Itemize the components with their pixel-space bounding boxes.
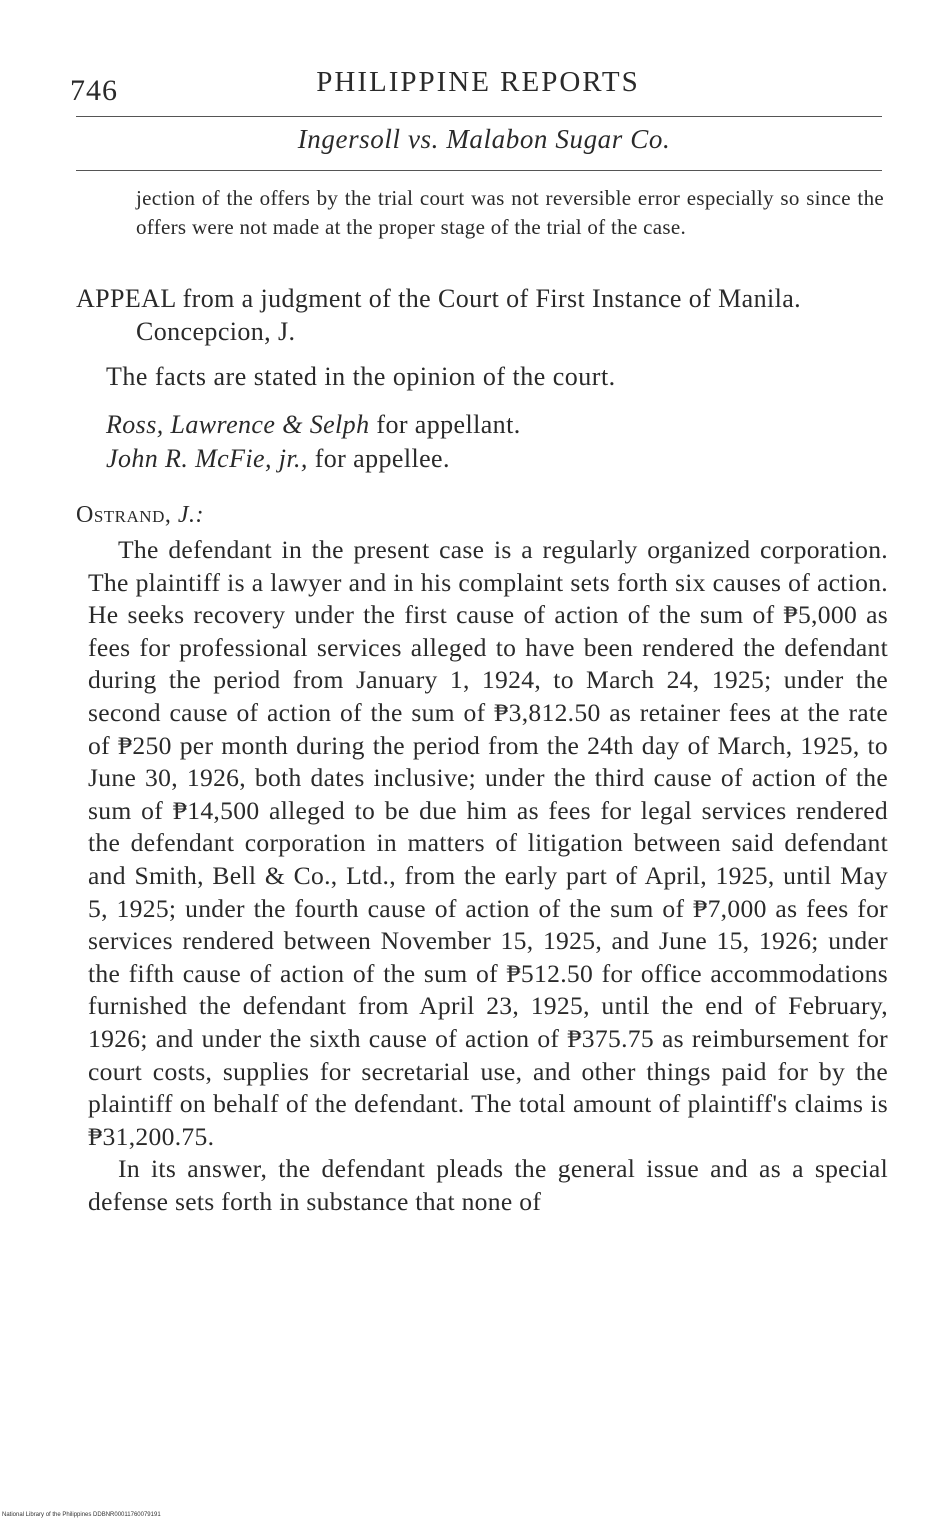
facts-statement: The facts are stated in the opinion of the court. xyxy=(106,362,616,391)
appeal-line: APPEAL from a judgment of the Court of First Instance of Manila. Concepcion, J. xyxy=(76,284,802,346)
page-number: 746 xyxy=(70,74,118,107)
library-stamp: National Library of the Philippines DDBNR00011760079191 xyxy=(2,1512,161,1518)
counsel-appellant-role: for appellant. xyxy=(369,410,521,439)
counsel-appellant-name: Ross, Lawrence & Selph xyxy=(106,410,370,439)
counsel-appellant xyxy=(106,410,521,440)
counsel-appellee-name: John R. McFie, jr., xyxy=(106,444,308,473)
opinion-paragraph-1: The defendant in the present case is a regularly organized corporation. The plaintiff is a lawyer and in his complaint sets forth six causes of action. He seeks recovery under the first cause of action of the sum of ₱5,000 as fees for professional services alleged to have been rendered the defendant during the period from January 1, 1924, to March 24, 1925; under the second cause of action of the sum of ₱3,812.50 as retainer fees at the rate of ₱250 per month during the period from the 24th day of March, 1925, to June 30, 1926, both dates inclusive; under the third cause of action of the sum of ₱14,500 alleged to be due him as fees for legal services rendered the defendant corporation in matters of litigation between said defendant and Smith, Bell & Co., Ltd., from the early part of April, 1925, until May 5, 1925; under the fourth cause of action of the sum of ₱7,000 as fees for services rendered between November 15, 1925, and June 15, 1926; under the fifth cause of action of the sum of ₱512.50 for office accommodations furnished the defendant from April 23, 1925, until the end of February, 1926; and under the sixth cause of action of ₱375.75 as reimbursement for court costs, supplies for secretarial use, and other things paid for by the plaintiff on behalf of the defendant. The total amount of plaintiff's claims is ₱31,200.75. xyxy=(88,535,888,1151)
syllabus-fragment: jection of the offers by the trial court was not reversible error especially so since the offers were not made at the proper stage of the trial of the case. xyxy=(136,186,884,239)
opinion-author xyxy=(76,502,204,529)
justice-title: J.: xyxy=(177,502,204,528)
opinion-paragraph-2: In its answer, the defendant pleads the general issue and as a special defense sets forth in substance that none of xyxy=(88,1154,888,1216)
header-rule-bottom xyxy=(76,170,882,171)
header-rule-top xyxy=(76,116,882,117)
counsel-appellee xyxy=(106,444,450,474)
opinion-body xyxy=(88,534,888,1218)
running-head: PHILIPPINE REPORTS xyxy=(316,66,640,98)
counsel-appellee-role: for appellee. xyxy=(307,444,450,473)
justice-name: Ostrand, xyxy=(76,502,172,528)
case-title: Ingersoll vs. Malabon Sugar Co. xyxy=(297,124,671,154)
